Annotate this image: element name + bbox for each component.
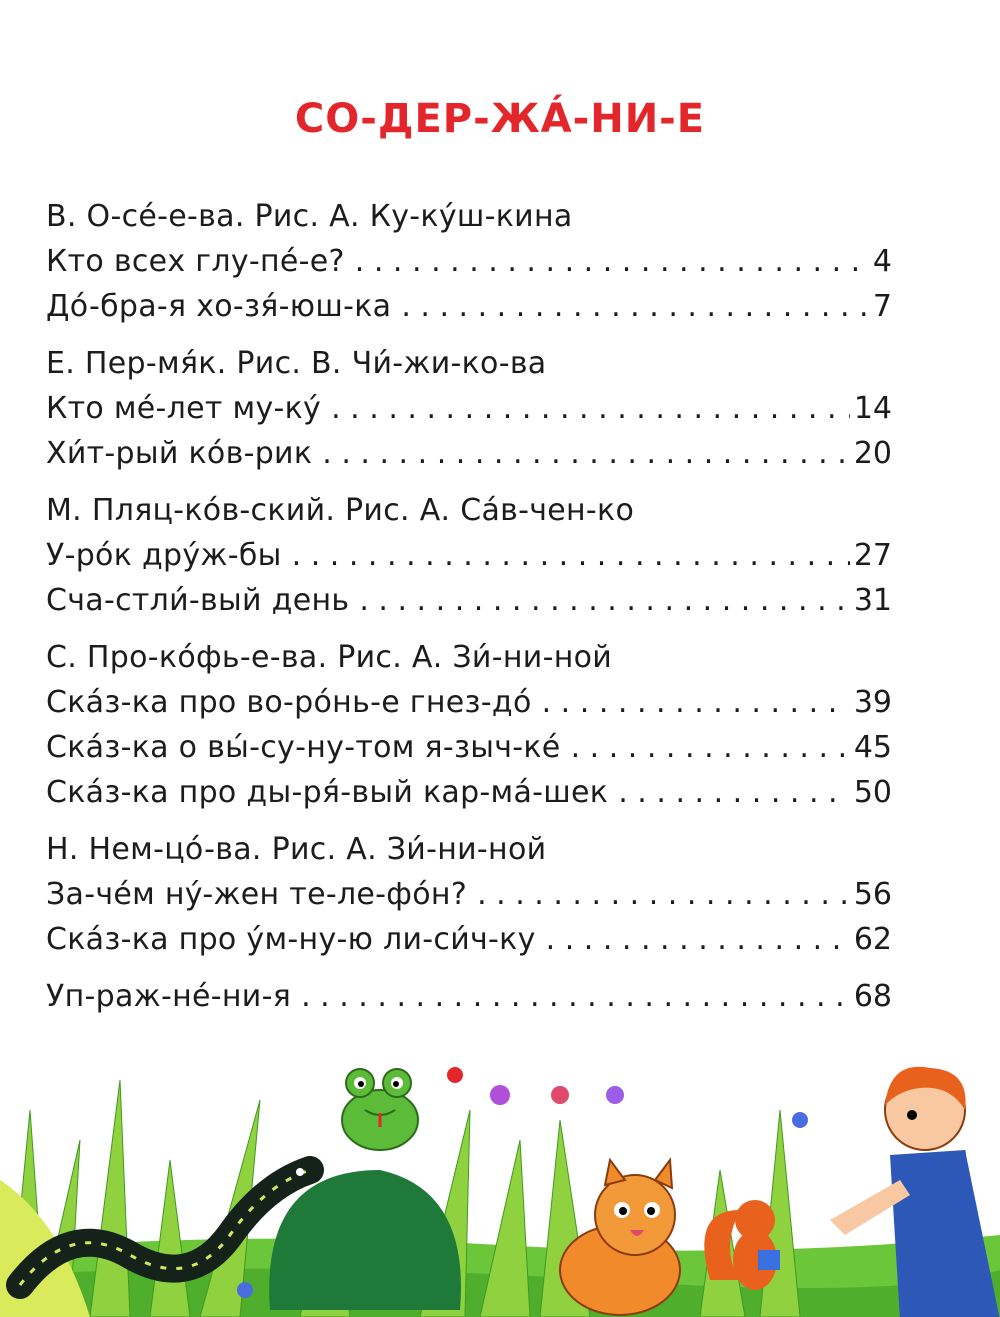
toc-entry[interactable] <box>46 872 892 917</box>
toc-entry[interactable] <box>46 431 892 476</box>
toc-entry[interactable] <box>46 284 892 329</box>
dot-leader <box>571 725 850 770</box>
dot-leader <box>542 680 850 725</box>
entry-page: 4 <box>872 244 892 279</box>
entry-page: 14 <box>853 391 892 426</box>
toc-group <box>46 341 892 476</box>
dot-leader <box>355 239 869 284</box>
dot-leader <box>322 431 850 476</box>
entry-page: 62 <box>853 922 892 957</box>
toc-author: Н. Нем-цó-ва. Рис. А. Зи́-ни-ной <box>46 832 547 867</box>
dot-leader <box>331 386 850 431</box>
toc-entry[interactable] <box>46 578 892 623</box>
entry-page: 27 <box>853 538 892 573</box>
page-title: СО-ДЕР-ЖÁ-НИ-Е <box>294 96 706 142</box>
entry-page: 56 <box>853 877 892 912</box>
toc-entry[interactable] <box>46 725 892 770</box>
toc-group <box>46 827 892 962</box>
toc-entry[interactable] <box>46 974 892 1019</box>
meadow-illustration <box>0 1020 1000 1317</box>
toc-entry[interactable] <box>46 770 892 815</box>
entry-title: Кто мé-лет му-кý <box>46 391 322 426</box>
table-of-contents <box>46 194 892 1031</box>
toc-entry[interactable] <box>46 680 892 725</box>
toc-entry[interactable] <box>46 917 892 962</box>
dot-leader <box>618 770 850 815</box>
entry-title: Скáз-ка про во-рóнь-е гнез-дó <box>46 685 532 720</box>
toc-author: В. О-сé-е-ва. Рис. А. Ку-кýш-кина <box>46 199 573 234</box>
entry-title: Скáз-ка про ды-ря́-вый кар-мá-шек <box>46 775 609 810</box>
entry-title: За-чéм нý-жен те-ле-фóн? <box>46 877 468 912</box>
frog <box>342 1069 418 1150</box>
toc-author: Е. Пер-мя́к. Рис. В. Чи́-жи-ко-ва <box>46 346 547 381</box>
entry-page: 20 <box>853 436 892 471</box>
entry-page: 50 <box>853 775 892 810</box>
dot-leader <box>477 872 850 917</box>
entry-title: Уп-раж-нé-ни-я <box>46 979 292 1014</box>
entry-title: Дó-бра-я хо-зя́-юш-ка <box>46 289 392 324</box>
big-leaf <box>269 1170 461 1310</box>
toc-group <box>46 635 892 815</box>
entry-title: Хи́т-рый кóв-рик <box>46 436 313 471</box>
toc-author: С. Про-кóфь-е-ва. Рис. А. Зи́-ни-ной <box>46 640 613 675</box>
toc-author: М. Пляц-кóв-ский. Рис. А. Сáв-чен-ко <box>46 493 635 528</box>
entry-title: Сча-стли́-вый день <box>46 583 350 618</box>
entry-title: Скáз-ка про ýм-ну-ю ли-си́ч-ку <box>46 922 536 957</box>
entry-page: 39 <box>853 685 892 720</box>
dot-leader <box>546 917 850 962</box>
dot-leader <box>401 284 869 329</box>
entry-title: Скáз-ка о вы́-су-ну-том я-зыч-кé <box>46 730 561 765</box>
dot-leader <box>292 533 850 578</box>
entry-title: У-рóк дрýж-бы <box>46 538 282 573</box>
dot-leader <box>359 578 849 623</box>
toc-group <box>46 194 892 329</box>
kitten <box>560 1160 680 1315</box>
entry-page: 45 <box>853 730 892 765</box>
toc-group <box>46 488 892 623</box>
entry-page: 68 <box>853 979 892 1014</box>
entry-page: 31 <box>853 583 892 618</box>
toc-entry[interactable] <box>46 533 892 578</box>
toc-group-exercises <box>46 974 892 1019</box>
dot-leader <box>301 974 850 1019</box>
entry-title: Кто всех глу-пé-е? <box>46 244 345 279</box>
entry-page: 7 <box>872 289 892 324</box>
toc-entry[interactable] <box>46 239 892 284</box>
toc-entry[interactable] <box>46 386 892 431</box>
